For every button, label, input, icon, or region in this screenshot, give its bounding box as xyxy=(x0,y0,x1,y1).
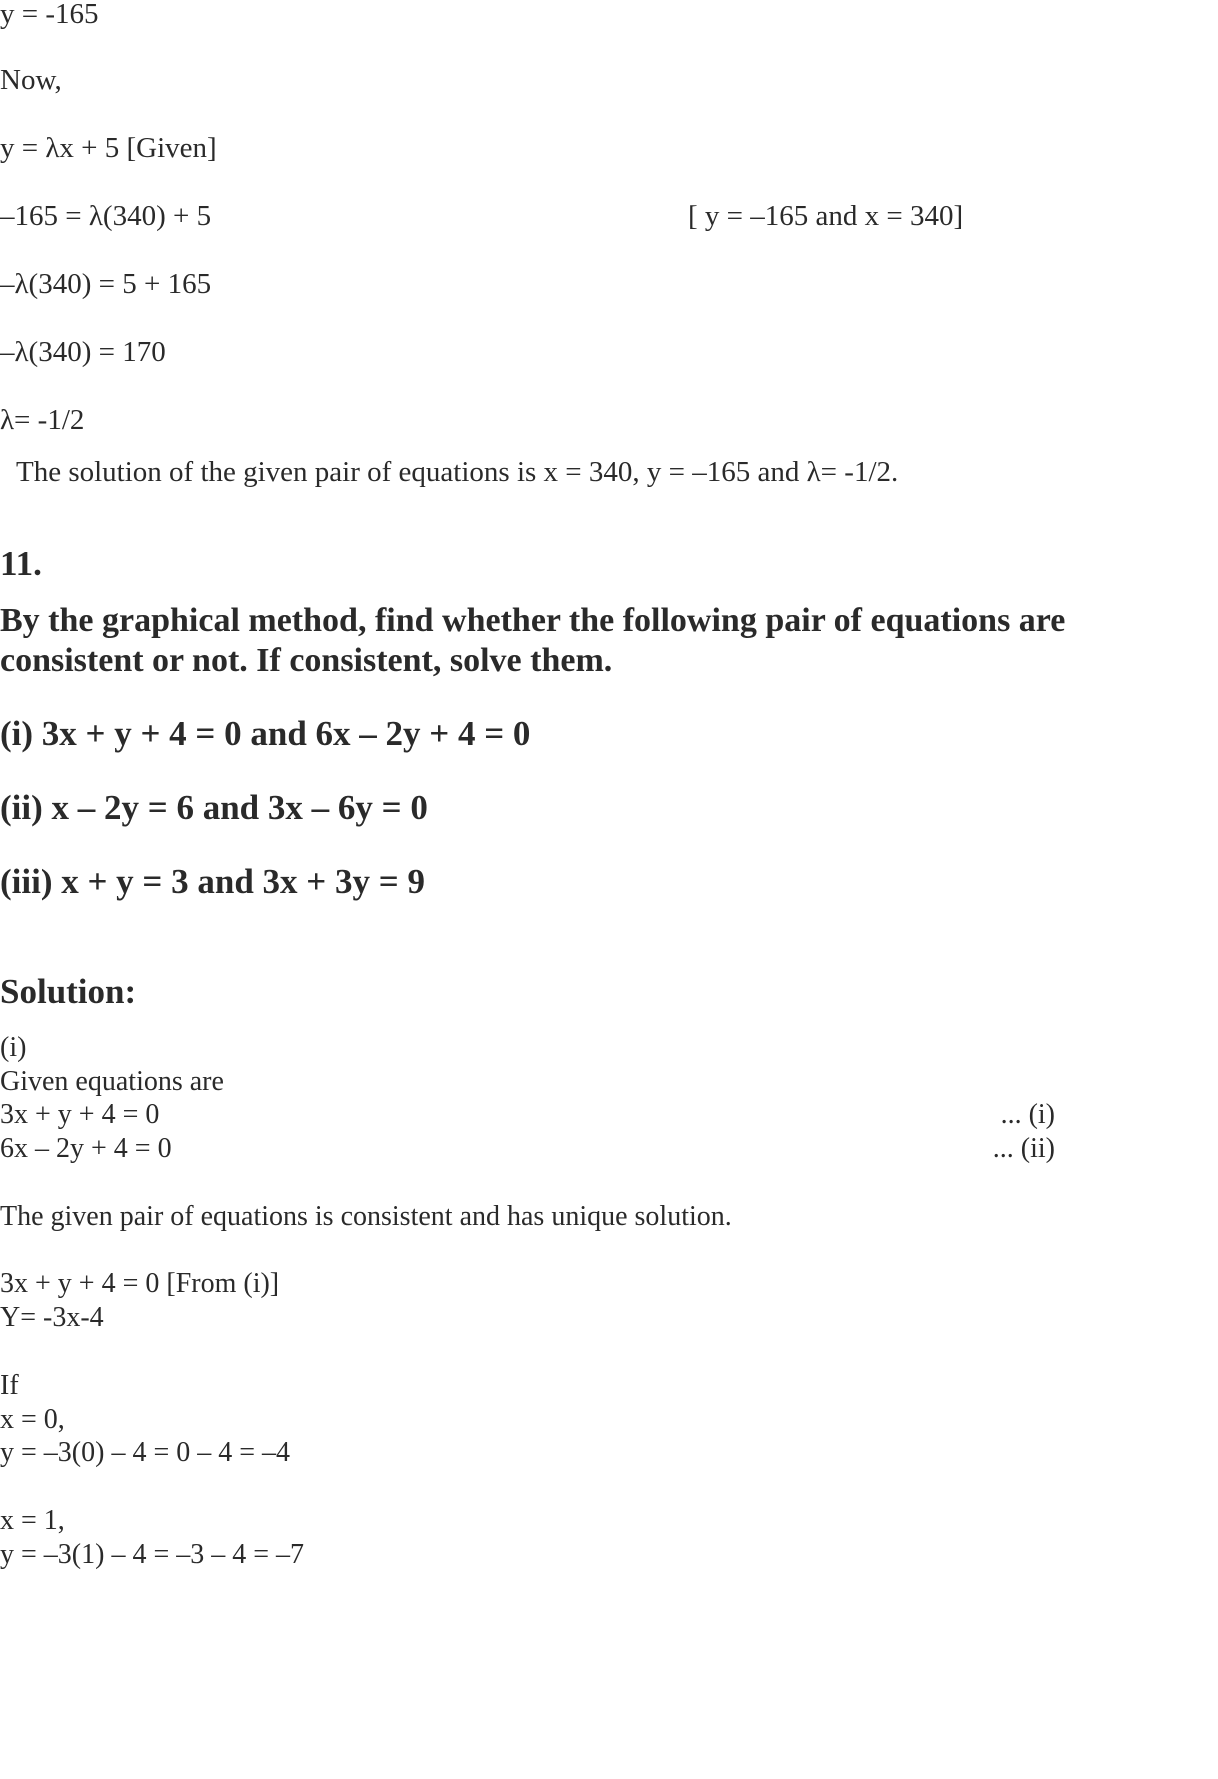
from-equation-1: 3x + y + 4 = 0 [From (i)] xyxy=(0,1268,280,1299)
question-part-ii: (ii) x – 2y = 6 and 3x – 6y = 0 xyxy=(0,788,428,827)
solution-heading: Solution: xyxy=(0,972,137,1011)
equation-y-value: y = -165 xyxy=(0,0,99,30)
step-equation-2: –λ(340) = 170 xyxy=(0,336,166,368)
rearranged-equation: Y= -3x-4 xyxy=(0,1302,104,1333)
question-part-i: (i) 3x + y + 4 = 0 and 6x – 2y + 4 = 0 xyxy=(0,714,531,753)
lambda-result: λ= -1/2 xyxy=(0,404,85,436)
given-equations-text: Given equations are xyxy=(0,1066,224,1097)
question-text-line-2: consistent or not. If consistent, solve them. xyxy=(0,642,613,679)
y-at-x-1: y = –3(1) – 4 = –3 – 4 = –7 xyxy=(0,1539,305,1570)
question-part-iii: (iii) x + y = 3 and 3x + 3y = 9 xyxy=(0,862,425,901)
solution-conclusion: The solution of the given pair of equations is x = 340, y = –165 and λ= -1/2. xyxy=(16,456,899,488)
substitution-equation: –165 = λ(340) + 5 xyxy=(0,200,212,232)
now-text: Now, xyxy=(0,64,62,96)
if-text: If xyxy=(0,1370,19,1401)
substitution-note: [ y = –165 and x = 340] xyxy=(688,200,964,232)
equation-2-tag: ... (ii) xyxy=(992,1133,1055,1164)
x-equals-0: x = 0, xyxy=(0,1404,65,1435)
equation-1-tag: ... (i) xyxy=(1000,1099,1055,1130)
consistency-statement: The given pair of equations is consistent and has unique solution. xyxy=(0,1201,732,1232)
question-text-line-1: By the graphical method, find whether the following pair of equations are xyxy=(0,602,1066,639)
y-at-x-0: y = –3(0) – 4 = 0 – 4 = –4 xyxy=(0,1437,291,1468)
question-number: 11. xyxy=(0,544,42,583)
equation-1: 3x + y + 4 = 0 xyxy=(0,1099,160,1130)
step-equation-1: –λ(340) = 5 + 165 xyxy=(0,268,212,300)
x-equals-1: x = 1, xyxy=(0,1505,65,1536)
given-equation: y = λx + 5 [Given] xyxy=(0,132,217,164)
solution-part-label: (i) xyxy=(0,1032,27,1063)
equation-2: 6x – 2y + 4 = 0 xyxy=(0,1133,172,1164)
